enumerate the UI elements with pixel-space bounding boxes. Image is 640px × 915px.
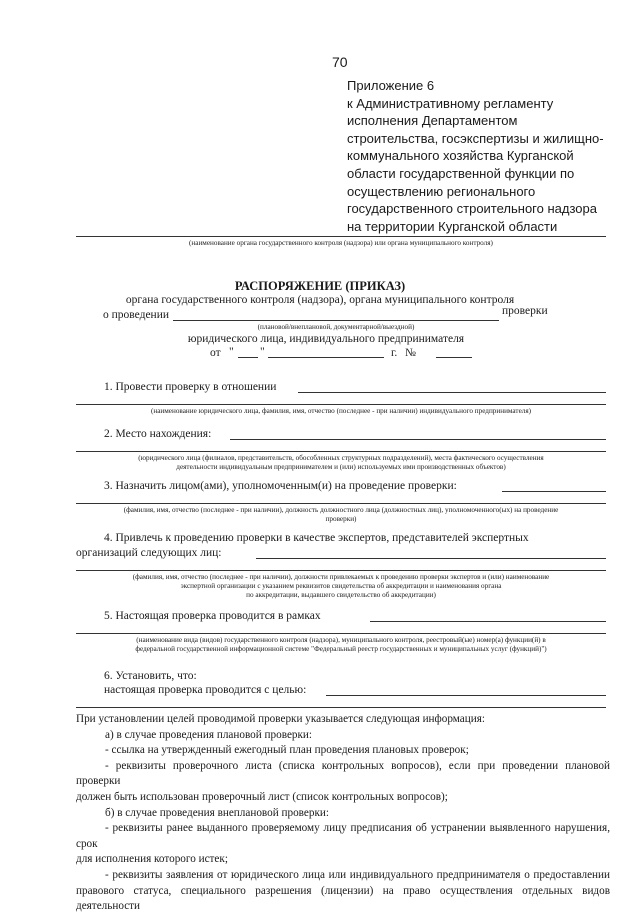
appendix-line: области государственной функции по bbox=[347, 165, 575, 181]
date-number: № bbox=[405, 347, 416, 359]
info-intro: При установлении целей проводимой проверки указывается следующая информация: bbox=[76, 713, 486, 725]
date-quote-close: " bbox=[260, 346, 265, 358]
item-4-field-line bbox=[256, 558, 606, 559]
date-day-line bbox=[238, 357, 258, 358]
date-month-line bbox=[268, 357, 384, 358]
item-4-field-line-2 bbox=[76, 570, 606, 571]
item-2-field-line-2 bbox=[76, 451, 606, 452]
date-from: от bbox=[210, 347, 221, 359]
appendix-line: на территории Курганской области bbox=[347, 218, 558, 234]
authority-name-caption: (наименование органа государственного контроля (надзора) или органа муниципального контроля) bbox=[189, 239, 493, 247]
item-5-caption-1: (наименование вида (видов) государственного контроля (надзора), муниципального контроля, реестровый(ые) номер(а) функции(й) в bbox=[136, 636, 546, 644]
date-number-line bbox=[436, 357, 472, 358]
item-6-field-line-2 bbox=[76, 707, 606, 708]
item-6-label-1: 6. Установить, что: bbox=[104, 670, 197, 682]
appendix-line: исполнения Департаментом bbox=[347, 113, 518, 129]
item-1-field-line bbox=[298, 392, 606, 393]
info-unplanned-item-1-line-1: - реквизиты ранее выданного проверяемому лицу предписания об устранении выявленного нарушения, срок bbox=[76, 822, 610, 850]
check-type-field-line bbox=[173, 320, 499, 321]
item-4-label-1: 4. Привлечь к проведению проверки в качестве экспертов, представителей экспертных bbox=[104, 532, 529, 544]
item-3-caption-1: (фамилия, имя, отчество (последнее - при наличии), должность должностного лица (должностных лиц), уполномоченного(ых) на проведение bbox=[123, 506, 559, 514]
info-unplanned-item-2-line-1: - реквизиты заявления от юридического лица или индивидуального предпринимателя о предоставлении bbox=[105, 868, 610, 881]
appendix-line: Приложение 6 bbox=[347, 78, 435, 93]
info-planned-item-2-line-2: должен быть использован проверочный лист (список контрольных вопросов); bbox=[76, 790, 448, 803]
item-3-caption-2: проверки) bbox=[325, 515, 357, 523]
conducting-prefix: о проведении bbox=[103, 309, 170, 321]
item-2-caption-2: деятельности индивидуальным предпринимателем и (или) используемых ими производственных объектов) bbox=[176, 463, 506, 471]
item-4-label-2: организаций следующих лиц: bbox=[76, 547, 222, 559]
item-4-caption-2: экспертной организации с указанием реквизитов свидетельства об аккредитации и наименования органа bbox=[180, 582, 502, 590]
appendix-line: государственного строительного надзора bbox=[347, 201, 597, 217]
info-planned-heading: а) в случае проведения плановой проверки: bbox=[105, 728, 313, 741]
item-3-label: 3. Назначить лицом(ами), уполномоченным(и) на проведение проверки: bbox=[104, 480, 457, 492]
conducting-suffix: проверки bbox=[502, 305, 548, 317]
item-2-field-line bbox=[230, 439, 606, 440]
appendix-line: строительства, госэкспертизы и жилищно- bbox=[347, 130, 604, 146]
item-4-caption-1: (фамилия, имя, отчество (последнее - при наличии), должности привлекаемых к проведению проверки экспертов и (или) наименование bbox=[132, 573, 550, 581]
authority-name-line bbox=[76, 236, 606, 237]
item-6-field-line bbox=[326, 695, 606, 696]
check-type-caption: (плановой/внеплановой, документарной/выездной) bbox=[257, 323, 415, 331]
entity-line: юридического лица, индивидуального предпринимателя bbox=[187, 333, 465, 345]
item-2-caption-1: (юридического лица (филиалов, представительств, обособленных структурных подразделений), места фактического осуществления bbox=[138, 454, 544, 462]
item-2-label: 2. Место нахождения: bbox=[104, 428, 212, 440]
page-number: 70 bbox=[332, 54, 348, 70]
item-3-field-line-2 bbox=[76, 503, 606, 504]
date-year: г. bbox=[391, 347, 398, 359]
item-5-field-line-2 bbox=[76, 633, 606, 634]
item-6-label-2: настоящая проверка проводится с целью: bbox=[104, 684, 307, 696]
appendix-line: к Административному регламенту bbox=[347, 95, 554, 111]
appendix-line: осуществлению регионального bbox=[347, 183, 536, 199]
document-title: РАСПОРЯЖЕНИЕ (ПРИКАЗ) bbox=[234, 279, 406, 293]
info-planned-item-1: - ссылка на утвержденный ежегодный план проведения плановых проверок; bbox=[105, 744, 469, 757]
info-block bbox=[76, 712, 610, 915]
info-planned-item-2-line-1: - реквизиты проверочного листа (списка контрольных вопросов), если при проведении плановой проверки bbox=[76, 759, 610, 788]
appendix-line: коммунального хозяйства Курганской bbox=[347, 148, 574, 164]
item-1-label: 1. Провести проверку в отношении bbox=[104, 381, 277, 393]
info-unplanned-item-1-line-2: для исполнения которого истек; bbox=[76, 853, 228, 866]
item-1-field-line-2 bbox=[76, 404, 606, 405]
item-4-caption-3: по аккредитации, выдавшего свидетельство об аккредитации) bbox=[246, 591, 436, 599]
item-5-label: 5. Настоящая проверка проводится в рамках bbox=[104, 610, 321, 622]
info-unplanned-heading: б) в случае проведения внеплановой проверки: bbox=[105, 806, 329, 819]
item-5-caption-2: федеральной государственной информационной системе "Федеральный реестр государственных и муниципальных услуг (функций)") bbox=[135, 645, 547, 653]
date-quote-open: " bbox=[229, 346, 234, 358]
document-subtitle: органа государственного контроля (надзора), органа муниципального контроля bbox=[125, 294, 515, 306]
item-1-caption: (наименование юридического лица, фамилия, имя, отчество (последнее - при наличии) индивидуального предпринимателя) bbox=[150, 407, 532, 415]
item-3-field-line bbox=[502, 491, 606, 492]
info-unplanned-item-2-line-2: правового статуса, специального разрешения (лицензии) на право осуществления отдельных видов деятельности bbox=[76, 884, 610, 913]
appendix-block bbox=[347, 77, 632, 235]
item-5-field-line bbox=[370, 621, 606, 622]
